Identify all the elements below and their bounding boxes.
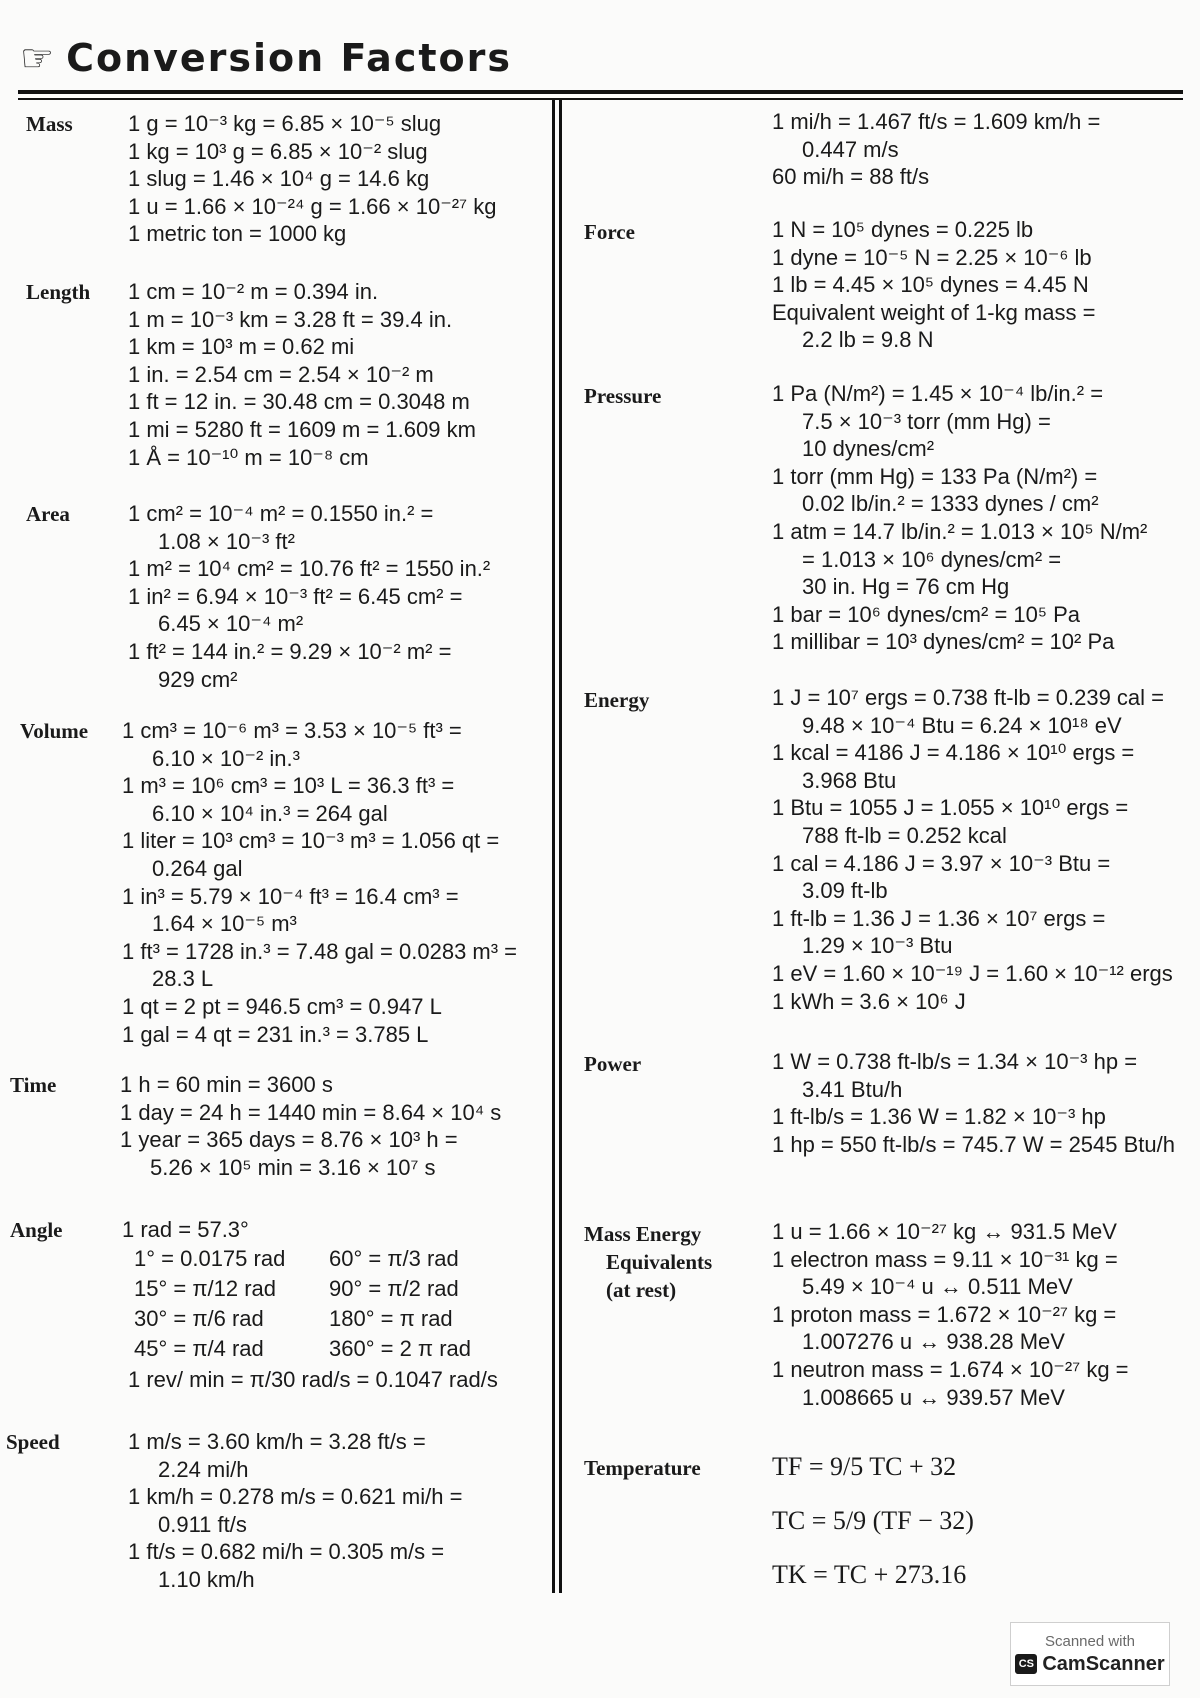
temperature-formulas	[772, 1440, 974, 1602]
pressure-line: 1 millibar = 10³ dynes/cm² = 10² Pa	[772, 629, 1115, 655]
angle-cell: 30° = π/6 rad	[134, 1306, 264, 1331]
area-line: 1 in² = 6.94 × 10⁻³ ft² = 6.45 cm² =	[128, 583, 463, 609]
volume-line: 6.10 × 10⁴ in.³ = 264 gal	[152, 800, 388, 826]
volume-line: 28.3 L	[152, 966, 214, 992]
mass-energy-label-line: Mass Energy	[584, 1222, 702, 1246]
area-line: 929 cm²	[158, 666, 238, 692]
energy-line: 1 ft-lb = 1.36 J = 1.36 × 10⁷ ergs =	[772, 905, 1106, 931]
force-line: 1 N = 10⁵ dynes = 0.225 lb	[772, 217, 1034, 242]
volume-label: Volume	[20, 719, 89, 743]
angle-cell: 90° = π/2 rad	[329, 1276, 459, 1301]
pressure-line: 1 atm = 14.7 lb/in.² = 1.013 × 10⁵ N/m²	[772, 518, 1148, 544]
power-line: 3.41 Btu/h	[802, 1076, 903, 1102]
angle-cell: 15° = π/12 rad	[134, 1276, 277, 1301]
camscanner-brand-text: CamScanner	[1042, 1652, 1165, 1675]
time-line: 5.26 × 10⁵ min = 3.16 × 10⁷ s	[150, 1154, 436, 1180]
mass-energy-line: 1.007276 u ↔ 938.28 MeV	[802, 1329, 1065, 1355]
length-line: 1 cm = 10⁻² m = 0.394 in.	[128, 279, 379, 304]
angle-row	[134, 1334, 471, 1364]
pressure-line: 1 bar = 10⁶ dynes/cm² = 10⁵ Pa	[772, 601, 1081, 627]
speed-continued-lines	[772, 108, 1100, 191]
speed-line: 1 m/s = 3.60 km/h = 3.28 ft/s =	[128, 1429, 426, 1454]
length-lines	[128, 278, 476, 471]
mass-energy-label-line: Equivalents	[606, 1250, 713, 1274]
energy-label: Energy	[584, 688, 650, 712]
pressure-line: 7.5 × 10⁻³ torr (mm Hg) =	[802, 408, 1051, 434]
angle-table	[134, 1244, 471, 1364]
mass-energy-label	[584, 1220, 712, 1304]
length-label: Length	[26, 280, 91, 304]
energy-line: 1 cal = 4.186 J = 3.97 × 10⁻³ Btu =	[772, 850, 1111, 876]
energy-line: 1 J = 10⁷ ergs = 0.738 ft-lb = 0.239 cal =	[772, 685, 1164, 710]
area-line: 1 m² = 10⁴ cm² = 10.76 ft² = 1550 in.²	[128, 556, 491, 582]
area-line: 1 ft² = 144 in.² = 9.29 × 10⁻² m² =	[128, 638, 452, 664]
volume-line: 1 m³ = 10⁶ cm³ = 10³ L = 36.3 ft³ =	[122, 773, 455, 799]
force-label: Force	[584, 220, 635, 244]
volume-line: 0.264 gal	[152, 855, 243, 881]
pressure-line: 10 dynes/cm²	[802, 436, 935, 462]
header-rule-thin	[18, 98, 1183, 100]
energy-line: 1 kWh = 3.6 × 10⁶ J	[772, 988, 966, 1014]
mass-lines	[128, 110, 496, 248]
energy-line: 1 Btu = 1055 J = 1.055 × 10¹⁰ ergs =	[772, 795, 1129, 821]
mass-line: 1 kg = 10³ g = 6.85 × 10⁻² slug	[128, 138, 428, 164]
temperature-formula: TC = 5/9 (TF − 32)	[772, 1506, 974, 1535]
time-line: 1 day = 24 h = 1440 min = 8.64 × 10⁴ s	[120, 1099, 502, 1125]
length-line: 1 mi = 5280 ft = 1609 m = 1.609 km	[128, 416, 476, 442]
mass-energy-line: 1 u = 1.66 × 10⁻²⁷ kg ↔ 931.5 MeV	[772, 1219, 1117, 1244]
volume-line: 1 liter = 10³ cm³ = 10⁻³ m³ = 1.056 qt =	[122, 828, 500, 854]
angle-cell: 180° = π rad	[329, 1306, 453, 1331]
angle-row	[134, 1274, 471, 1304]
angle-row	[134, 1304, 471, 1334]
force-line: 1 dyne = 10⁻⁵ N = 2.25 × 10⁻⁶ lb	[772, 244, 1092, 270]
camscanner-logo-icon: CS	[1015, 1654, 1037, 1674]
mass-energy-lines	[772, 1218, 1129, 1411]
pressure-line: = 1.013 × 10⁶ dynes/cm² =	[802, 546, 1062, 572]
speed-line: 2.24 mi/h	[158, 1456, 249, 1482]
area-line: 1 cm² = 10⁻⁴ m² = 0.1550 in.² =	[128, 501, 434, 526]
volume-line: 1 qt = 2 pt = 946.5 cm³ = 0.947 L	[122, 993, 442, 1019]
mass-label: Mass	[26, 112, 73, 136]
volume-line: 1 cm³ = 10⁻⁶ m³ = 3.53 × 10⁻⁵ ft³ =	[122, 718, 462, 743]
length-line: 1 in. = 2.54 cm = 2.54 × 10⁻² m	[128, 361, 434, 387]
volume-line: 1.64 × 10⁻⁵ m³	[152, 911, 297, 937]
angle-cell: 1° = 0.0175 rad	[134, 1246, 286, 1271]
volume-lines	[122, 717, 517, 1048]
mass-energy-label-line: (at rest)	[606, 1278, 677, 1302]
angle-last-line: 1 rev/ min = π/30 rad/s = 0.1047 rad/s	[128, 1367, 498, 1392]
pressure-line: 1 Pa (N/m²) = 1.45 × 10⁻⁴ lb/in.² =	[772, 381, 1104, 406]
force-lines	[772, 216, 1095, 354]
volume-line: 1 ft³ = 1728 in.³ = 7.48 gal = 0.0283 m³ =	[122, 938, 518, 964]
speed-line: 1.10 km/h	[158, 1566, 255, 1592]
power-line: 1 hp = 550 ft-lb/s = 745.7 W = 2545 Btu/h	[772, 1131, 1175, 1157]
time-line: 1 year = 365 days = 8.76 × 10³ h =	[120, 1127, 458, 1153]
power-line: 1 W = 0.738 ft-lb/s = 1.34 × 10⁻³ hp =	[772, 1049, 1138, 1074]
column-divider-second	[559, 98, 562, 1593]
energy-lines	[772, 684, 1173, 1015]
pressure-label: Pressure	[584, 384, 662, 408]
speed-label: Speed	[6, 1430, 60, 1454]
pressure-line: 0.02 lb/in.² = 1333 dynes / cm²	[802, 491, 1099, 517]
pressure-line: 1 torr (mm Hg) = 133 Pa (N/m²) =	[772, 463, 1098, 489]
mass-line: 1 metric ton = 1000 kg	[128, 221, 347, 247]
force-line: 2.2 lb = 9.8 N	[802, 327, 934, 353]
mass-energy-line: 1 electron mass = 9.11 × 10⁻³¹ kg =	[772, 1246, 1118, 1272]
camscanner-badge	[1010, 1622, 1170, 1686]
length-line: 1 ft = 12 in. = 30.48 cm = 0.3048 m	[128, 389, 470, 415]
energy-line: 1 eV = 1.60 × 10⁻¹⁹ J = 1.60 × 10⁻¹² ergs	[772, 960, 1173, 986]
pressure-lines	[772, 380, 1147, 656]
area-line: 6.45 × 10⁻⁴ m²	[158, 611, 304, 637]
energy-line: 788 ft-lb = 0.252 kcal	[802, 822, 1007, 848]
power-lines	[772, 1048, 1175, 1158]
mass-line: 1 u = 1.66 × 10⁻²⁴ g = 1.66 × 10⁻²⁷ kg	[128, 193, 497, 219]
mass-line: 1 slug = 1.46 × 10⁴ g = 14.6 kg	[128, 166, 430, 192]
time-lines	[120, 1071, 501, 1181]
scanned-with-text: Scanned with	[1044, 1632, 1136, 1650]
energy-line: 9.48 × 10⁻⁴ Btu = 6.24 × 10¹⁸ eV	[802, 712, 1122, 738]
volume-line: 1 in³ = 5.79 × 10⁻⁴ ft³ = 16.4 cm³ =	[122, 883, 459, 909]
header-rule	[18, 90, 1183, 94]
mass-energy-line: 1.008665 u ↔ 939.57 MeV	[802, 1384, 1065, 1410]
area-label: Area	[26, 502, 70, 526]
time-line: 1 h = 60 min = 3600 s	[120, 1072, 333, 1097]
speed-line: 1 mi/h = 1.467 ft/s = 1.609 km/h =	[772, 109, 1101, 134]
volume-line: 6.10 × 10⁻² in.³	[152, 745, 300, 771]
temperature-formula: TK = TC + 273.16	[772, 1560, 967, 1589]
length-line: 1 m = 10⁻³ km = 3.28 ft = 39.4 in.	[128, 306, 453, 332]
energy-line: 1.29 × 10⁻³ Btu	[802, 933, 953, 959]
speed-line: 1 km/h = 0.278 m/s = 0.621 mi/h =	[128, 1484, 463, 1510]
energy-line: 3.968 Btu	[802, 767, 897, 793]
angle-label: Angle	[10, 1218, 63, 1242]
temperature-label: Temperature	[584, 1456, 701, 1480]
temperature-formula: TF = 9/5 TC + 32	[772, 1452, 957, 1481]
volume-line: 1 gal = 4 qt = 231 in.³ = 3.785 L	[122, 1021, 429, 1047]
area-line: 1.08 × 10⁻³ ft²	[158, 528, 295, 554]
time-label: Time	[10, 1073, 57, 1097]
page-header	[20, 28, 512, 88]
mass-energy-line: 1 proton mass = 1.672 × 10⁻²⁷ kg =	[772, 1301, 1117, 1327]
pointing-hand-icon: ☞	[20, 37, 55, 80]
force-line: Equivalent weight of 1-kg mass =	[772, 299, 1096, 325]
force-line: 1 lb = 4.45 × 10⁵ dynes = 4.45 N	[772, 272, 1089, 298]
mass-line: 1 g = 10⁻³ kg = 6.85 × 10⁻⁵ slug	[128, 111, 442, 136]
angle-cell: 60° = π/3 rad	[329, 1246, 459, 1271]
speed-lines	[128, 1428, 462, 1594]
speed-line: 0.911 ft/s	[158, 1511, 247, 1537]
energy-line: 1 kcal = 4186 J = 4.186 × 10¹⁰ ergs =	[772, 740, 1135, 766]
power-line: 1 ft-lb/s = 1.36 W = 1.82 × 10⁻³ hp	[772, 1104, 1106, 1130]
page-title: Conversion Factors	[66, 36, 512, 80]
power-label: Power	[584, 1052, 642, 1076]
speed-line: 0.447 m/s	[802, 136, 899, 162]
speed-line: 1 ft/s = 0.682 mi/h = 0.305 m/s =	[128, 1539, 445, 1565]
speed-line: 60 mi/h = 88 ft/s	[772, 164, 930, 190]
pressure-line: 30 in. Hg = 76 cm Hg	[802, 574, 1010, 600]
area-lines	[128, 500, 490, 693]
angle-cell: 45° = π/4 rad	[134, 1336, 264, 1361]
column-divider	[552, 98, 555, 1593]
mass-energy-line: 5.49 × 10⁻⁴ u ↔ 0.511 MeV	[802, 1274, 1073, 1300]
camscanner-brand	[1015, 1653, 1164, 1676]
angle-row	[134, 1244, 471, 1274]
energy-line: 3.09 ft-lb	[802, 878, 888, 904]
angle-first-line: 1 rad = 57.3°	[122, 1217, 249, 1242]
length-line: 1 km = 10³ m = 0.62 mi	[128, 334, 355, 360]
mass-energy-line: 1 neutron mass = 1.674 × 10⁻²⁷ kg =	[772, 1356, 1129, 1382]
angle-cell: 360° = 2 π rad	[329, 1336, 472, 1361]
length-line: 1 Å = 10⁻¹⁰ m = 10⁻⁸ cm	[128, 444, 369, 470]
